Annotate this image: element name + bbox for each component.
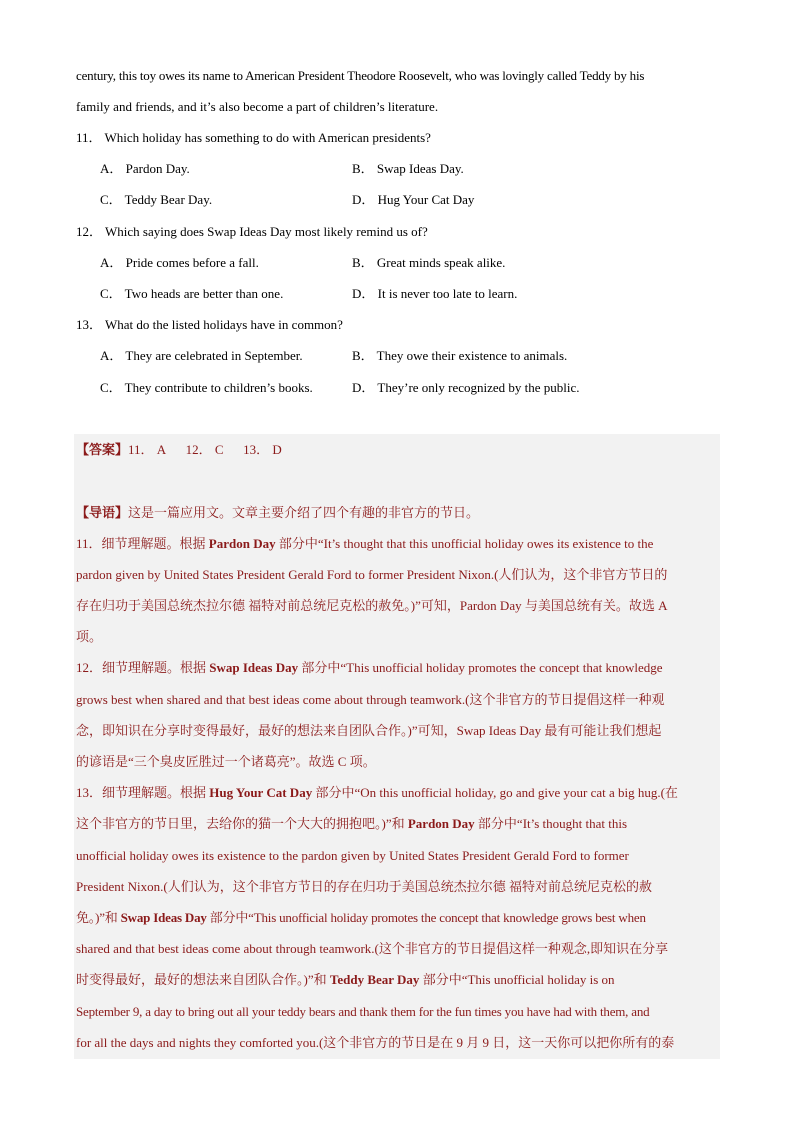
guide-line <box>76 505 479 521</box>
explanation-text: 13．细节理解题。根据 <box>76 785 210 800</box>
explanation-13-line <box>76 816 627 832</box>
keyword-pardon-day: Pardon Day <box>407 816 475 831</box>
question-13-option-a: A． They are celebrated in September. <box>100 348 303 363</box>
guide-text: 这是一篇应用文。文章主要介绍了四个有趣的非官方的节日。 <box>128 505 480 520</box>
explanation-12-line <box>76 660 663 676</box>
answer-line <box>76 442 282 458</box>
question-13-option-b: B． They owe their existence to animals. <box>352 348 568 363</box>
keyword-swap-ideas-day: Swap Ideas Day <box>209 660 299 675</box>
question-11-option-d: D． Hug Your Cat Day <box>352 192 475 207</box>
question-13-option-c: C． They contribute to children’s books. <box>100 380 313 395</box>
explanation-12-line: 的谚语是“三个臭皮匠胜过一个诸葛亮”。故选 C 项。 <box>76 754 376 769</box>
explanation-13-line: September 9, a day to bring out all your teddy bears and thank them for the fun times you have had with them, and <box>76 1004 650 1019</box>
explanation-11-line: pardon given by United States President Gerald Ford to former President Nixon.(人们认为，这个非官方节日的 <box>76 567 668 582</box>
question-12-stem: 12． Which saying does Swap Ideas Day most likely remind us of? <box>76 224 428 239</box>
keyword-hug-your-cat-day: Hug Your Cat Day <box>209 785 313 800</box>
explanation-12-line: 念，即知识在分享时变得最好，最好的想法来自团队合作。)”可知，Swap Ideas Day 最有可能让我们想起 <box>76 723 662 738</box>
question-11-option-a: A． Pardon Day. <box>100 161 190 176</box>
explanation-13-line: unofficial holiday owes its existence to the pardon given by United States President Gerald Ford to former <box>76 848 629 863</box>
question-13-stem: 13． What do the listed holidays have in common? <box>76 317 343 332</box>
explanation-11-line: 项。 <box>76 629 103 644</box>
question-12-option-a: A． Pride comes before a fall. <box>100 255 259 270</box>
explanation-13-line <box>76 972 615 988</box>
question-11-stem: 11． Which holiday has something to do with American presidents? <box>76 130 431 145</box>
explanation-text: 部分中“This unofficial holiday promotes the concept that knowledge grows best when <box>206 910 646 925</box>
explanation-text: 部分中“It’s thought that this <box>474 816 628 831</box>
explanation-text: 12．细节理解题。根据 <box>76 660 210 675</box>
explanation-text: 部分中“This unofficial holiday is on <box>419 972 615 987</box>
explanation-text: 时变得最好，最好的想法来自团队合作。)”和 <box>76 972 330 987</box>
question-11-option-c: C． Teddy Bear Day. <box>100 192 213 207</box>
explanation-13-line: President Nixon.(人们认为，这个非官方节日的存在归功于美国总统杰拉尔德 福特对前总统尼克松的赦 <box>76 879 652 894</box>
keyword-pardon-day: Pardon Day <box>208 536 276 551</box>
explanation-13-line: shared and that best ideas come about through teamwork.(这个非官方的节日提倡这样一种观念,即知识在分享 <box>76 941 669 956</box>
explanation-11-line <box>76 536 653 552</box>
explanation-12-line: grows best when shared and that best ideas come about through teamwork.(这个非官方的节日提倡这样一种观 <box>76 692 665 707</box>
explanation-text: 11．细节理解题。根据 <box>76 536 209 551</box>
question-11-option-b: B． Swap Ideas Day. <box>352 161 464 176</box>
explanation-13-line <box>76 910 646 926</box>
explanation-text: 部分中“On this unofficial holiday, go and give your cat a big hug.(在 <box>312 785 678 800</box>
explanation-11-line: 存在归功于美国总统杰拉尔德 福特对前总统尼克松的赦免。)”可知，Pardon Day 与美国总统有关。故选 A <box>76 598 668 613</box>
passage-line: family and friends, and it’s also become a part of children’s literature. <box>76 99 439 114</box>
explanation-text: 免。)”和 <box>76 910 121 925</box>
explanation-text: 部分中“It’s thought that this unofficial holiday owes its existence to the <box>275 536 654 551</box>
explanation-text: 部分中“This unofficial holiday promotes the concept that knowledge <box>298 660 663 675</box>
answer-text: 11． A 12． C 13． D <box>128 442 282 457</box>
passage-line: century, this toy owes its name to American President Theodore Roosevelt, who was lovingly called Teddy by his <box>76 68 645 83</box>
answer-analysis-box <box>74 434 720 1059</box>
explanation-text: 这个非官方的节日里，去给你的猫一个大大的拥抱吧。)”和 <box>76 816 408 831</box>
explanation-13-line <box>76 785 678 801</box>
question-12-option-b: B． Great minds speak alike. <box>352 255 506 270</box>
guide-tag: 【导语】 <box>76 505 129 520</box>
question-13-option-d: D． They’re only recognized by the public. <box>352 380 580 395</box>
question-12-option-d: D． It is never too late to learn. <box>352 286 518 301</box>
answer-tag: 【答案】 <box>76 442 129 457</box>
keyword-teddy-bear-day: Teddy Bear Day <box>329 972 420 987</box>
question-12-option-c: C． Two heads are better than one. <box>100 286 284 301</box>
keyword-swap-ideas-day: Swap Ideas Day <box>120 910 207 925</box>
explanation-13-line: for all the days and nights they comforted you.(这个非官方的节日是在 9 月 9 日，这一天你可以把你所有的泰 <box>76 1035 675 1050</box>
